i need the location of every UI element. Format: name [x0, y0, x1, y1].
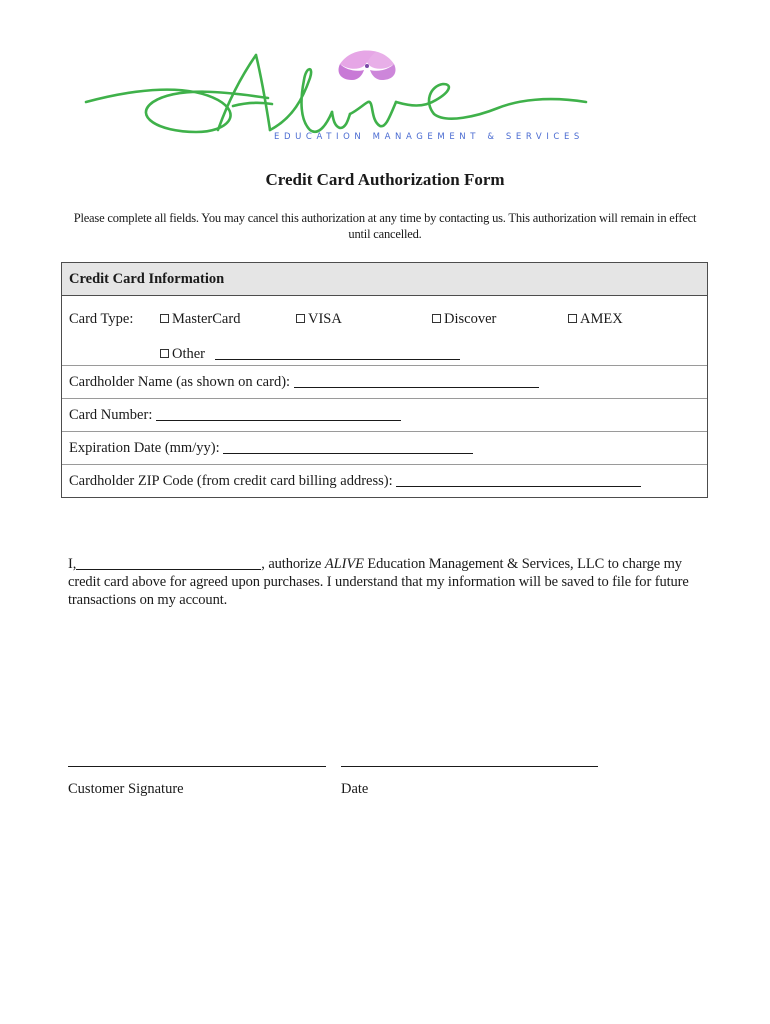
- expiration-date-input[interactable]: [223, 439, 473, 454]
- option-mastercard[interactable]: [160, 311, 240, 328]
- zip-code-input[interactable]: [396, 472, 641, 487]
- authorization-statement: [68, 555, 708, 609]
- logo-tagline: EDUCATION MANAGEMENT & SERVICES: [274, 132, 584, 142]
- checkbox-icon[interactable]: [568, 314, 577, 323]
- butterfly-wings-icon: [339, 51, 396, 81]
- auth-mid: , authorize: [261, 556, 325, 572]
- auth-prefix: I,: [68, 556, 77, 572]
- date-line[interactable]: [341, 766, 598, 767]
- checkbox-icon[interactable]: [296, 314, 305, 323]
- expiration-date-label: Expiration Date (mm/yy):: [69, 440, 220, 456]
- field-expiration-date: [62, 432, 707, 465]
- checkbox-icon[interactable]: [160, 314, 169, 323]
- credit-card-info-section: [61, 262, 708, 498]
- option-amex[interactable]: [568, 311, 623, 328]
- option-mastercard-label: MasterCard: [172, 311, 241, 327]
- signature-label: Customer Signature: [68, 781, 184, 797]
- card-number-label: Card Number:: [69, 407, 153, 423]
- field-zip-code: [62, 465, 707, 498]
- form-intro: Please complete all fields. You may cancel this authorization at any time by contacting us. This authorization will remain in effect until cancelled.: [73, 211, 697, 241]
- option-other[interactable]: [160, 345, 460, 363]
- card-type-row: [62, 296, 707, 366]
- cardholder-name-input[interactable]: [294, 373, 539, 388]
- option-visa[interactable]: [296, 311, 342, 328]
- date-label: Date: [341, 781, 369, 797]
- cardholder-name-label: Cardholder Name (as shown on card):: [69, 374, 291, 390]
- section-header: Credit Card Information: [62, 263, 707, 296]
- auth-rest: Education Management & Services, LLC to charge my credit card above for agreed upon purchases. I understand that my information will be saved to file for future transactions on my account.: [68, 556, 689, 608]
- zip-code-label: Cardholder ZIP Code (from credit card billing address):: [69, 473, 393, 489]
- checkbox-icon[interactable]: [432, 314, 441, 323]
- card-type-label: Card Type:: [69, 311, 134, 327]
- card-number-input[interactable]: [156, 406, 401, 421]
- option-visa-label: VISA: [308, 311, 342, 327]
- field-card-number: [62, 399, 707, 432]
- checkbox-icon[interactable]: [160, 349, 169, 358]
- option-amex-label: AMEX: [580, 311, 623, 327]
- other-card-input[interactable]: [215, 345, 460, 360]
- company-logo: [78, 40, 598, 150]
- company-name: ALIVE: [324, 556, 364, 572]
- option-discover-label: Discover: [444, 311, 497, 327]
- customer-name-input[interactable]: [76, 555, 261, 570]
- option-other-label: Other: [172, 346, 206, 362]
- signature-line[interactable]: [68, 766, 326, 767]
- option-discover[interactable]: [432, 311, 496, 328]
- field-cardholder-name: [62, 366, 707, 399]
- form-title: Credit Card Authorization Form: [265, 170, 505, 189]
